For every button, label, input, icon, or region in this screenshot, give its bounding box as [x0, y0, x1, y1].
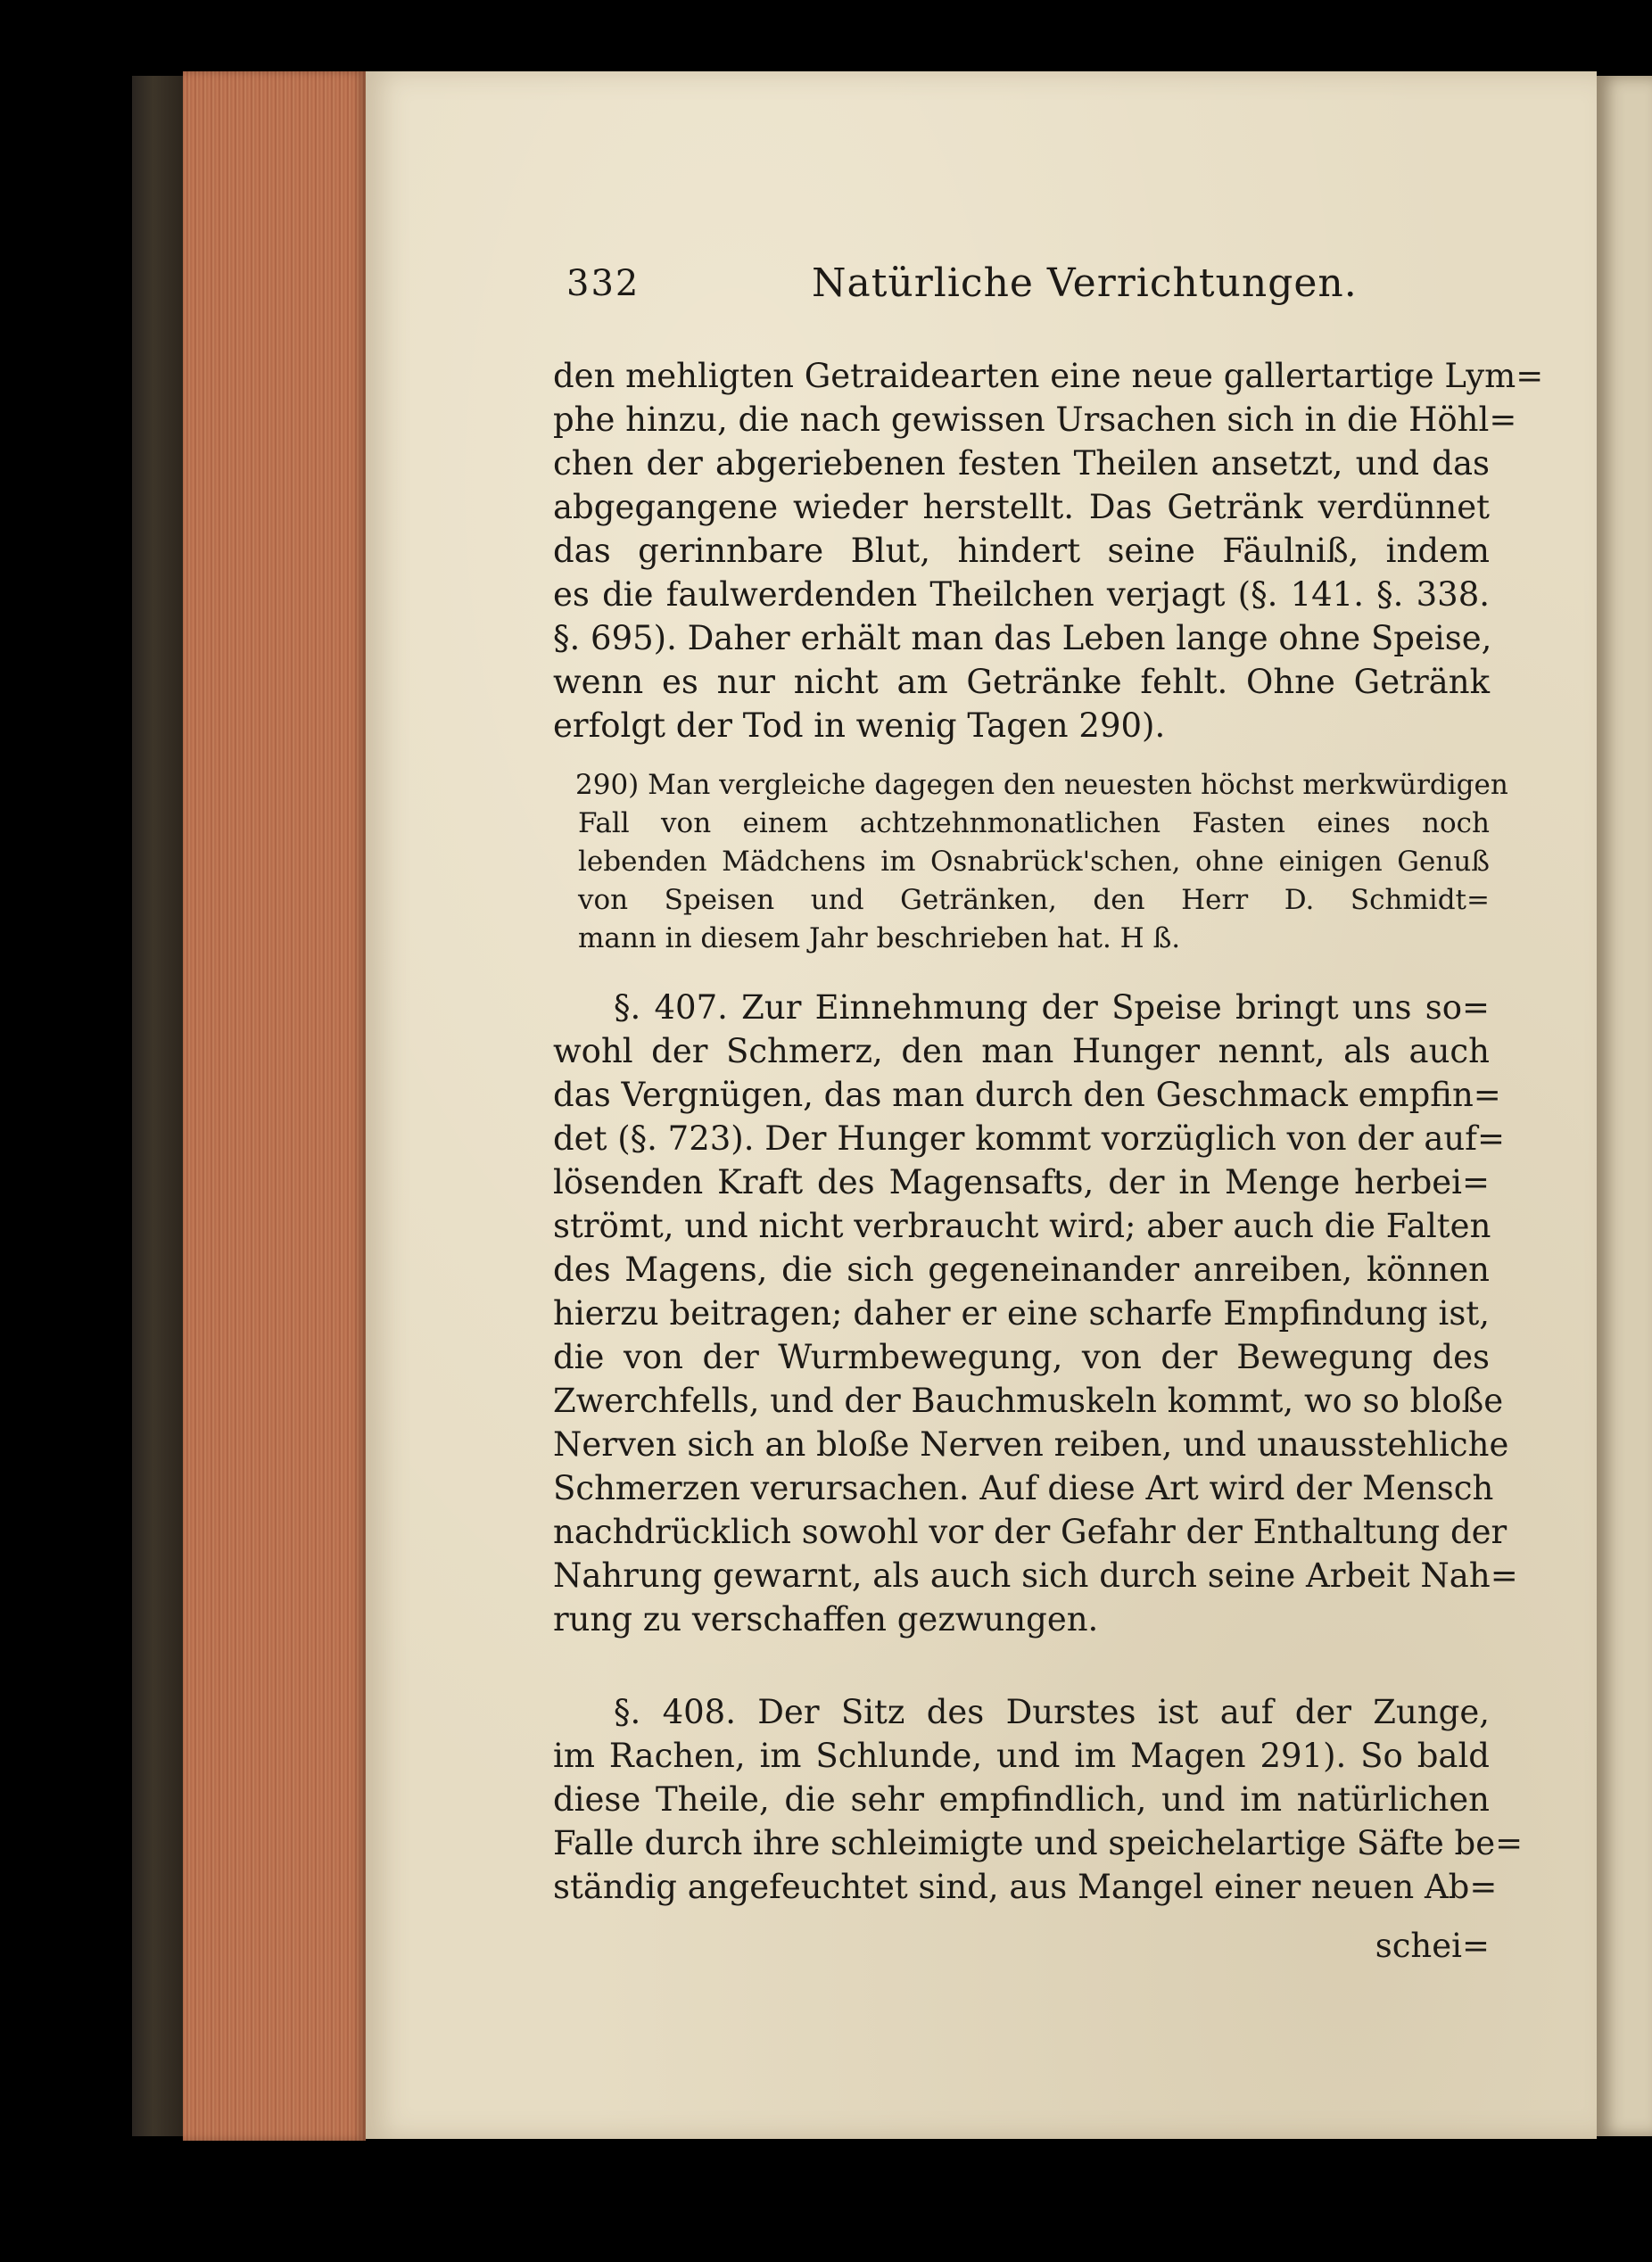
- section-407-line: hierzu beitragen; daher er eine scharfe Empfindung ist,: [553, 1294, 1490, 1333]
- section-407-line: det (§. 723). Der Hunger kommt vorzüglich von der auf=: [553, 1119, 1505, 1158]
- catchword: schei=: [1375, 1927, 1490, 1965]
- section-407-line: des Magens, die sich gegeneinander anreiben, können: [553, 1251, 1490, 1289]
- section-407-line: Nahrung gewarnt, als auch sich durch seine Arbeit Nah=: [553, 1556, 1518, 1595]
- section-407-line: nachdrücklich sowohl vor der Gefahr der Enthaltung der: [553, 1513, 1507, 1551]
- body-line: den mehligten Getraidearten eine neue gallertartige Lym=: [553, 357, 1544, 395]
- body-line: chen der abgeriebenen festen Theilen ansetzt, und das: [553, 444, 1490, 483]
- footnote-line: lebenden Mädchens im Osnabrück'schen, ohne einigen Genuß: [578, 846, 1490, 878]
- body-line: §. 695). Daher erhält man das Leben lange ohne Speise,: [553, 619, 1492, 657]
- section-407-line: wohl der Schmerz, den man Hunger nennt, als auch: [553, 1032, 1490, 1070]
- section-407-line: lösenden Kraft des Magensafts, der in Menge herbei=: [553, 1163, 1490, 1201]
- page-number: 332: [566, 263, 640, 304]
- section-408-line: Falle durch ihre schleimigte und speichelartige Säfte be=: [553, 1824, 1524, 1862]
- section-408-line: diese Theile, die sehr empfindlich, und im natürlichen: [553, 1780, 1490, 1819]
- section-407-line: strömt, und nicht verbraucht wird; aber auch die Falten: [553, 1207, 1491, 1245]
- section-407-line: §. 407. Zur Einnehmung der Speise bringt uns so=: [614, 988, 1490, 1027]
- section-407-line: die von der Wurmbewegung, von der Bewegung des: [553, 1338, 1490, 1376]
- section-407-line: Zwerchfells, und der Bauchmuskeln kommt, wo so bloße: [553, 1382, 1504, 1420]
- section-408-line: §. 408. Der Sitz des Durstes ist auf der Zunge,: [614, 1693, 1490, 1731]
- section-407-line: Nerven sich an bloße Nerven reiben, und unausstehliche: [553, 1425, 1509, 1464]
- running-title: Natürliche Verrichtungen.: [812, 260, 1358, 306]
- footnote-line: von Speisen und Getränken, den Herr D. Schmidt=: [578, 884, 1490, 916]
- section-408-line: ständig angefeuchtet sind, aus Mangel einer neuen Ab=: [553, 1868, 1498, 1906]
- footnote-line: Fall von einem achtzehnmonatlichen Fasten eines noch: [578, 807, 1490, 839]
- body-line: abgegangene wieder herstellt. Das Getränk verdünnet: [553, 488, 1490, 526]
- body-line: phe hinzu, die nach gewissen Ursachen sich in die Höhl=: [553, 400, 1517, 439]
- footnote-line: mann in diesem Jahr beschrieben hat. H ß.: [578, 922, 1181, 954]
- section-407-line: Schmerzen verursachen. Auf diese Art wird der Mensch: [553, 1469, 1494, 1507]
- body-line: wenn es nur nicht am Getränke fehlt. Ohne Getränk: [553, 663, 1490, 701]
- body-line: es die faulwerdenden Theilchen verjagt (§. 141. §. 338.: [553, 575, 1490, 614]
- footnote-line: 290) Man vergleiche dagegen den neuesten höchst merkwürdigen: [575, 769, 1508, 801]
- facing-page-edge: [1597, 76, 1652, 2136]
- body-line: erfolgt der Tod in wenig Tagen 290).: [553, 706, 1166, 745]
- section-408-line: im Rachen, im Schlunde, und im Magen 291). So bald: [553, 1737, 1490, 1775]
- page-fore-edge: [183, 71, 366, 2141]
- section-407-line: rung zu verschaffen gezwungen.: [553, 1600, 1099, 1639]
- body-line: das gerinnbare Blut, hindert seine Fäulniß, indem: [553, 532, 1490, 570]
- section-407-line: das Vergnügen, das man durch den Geschmack empfin=: [553, 1076, 1501, 1114]
- book-cover-edge: [132, 76, 186, 2136]
